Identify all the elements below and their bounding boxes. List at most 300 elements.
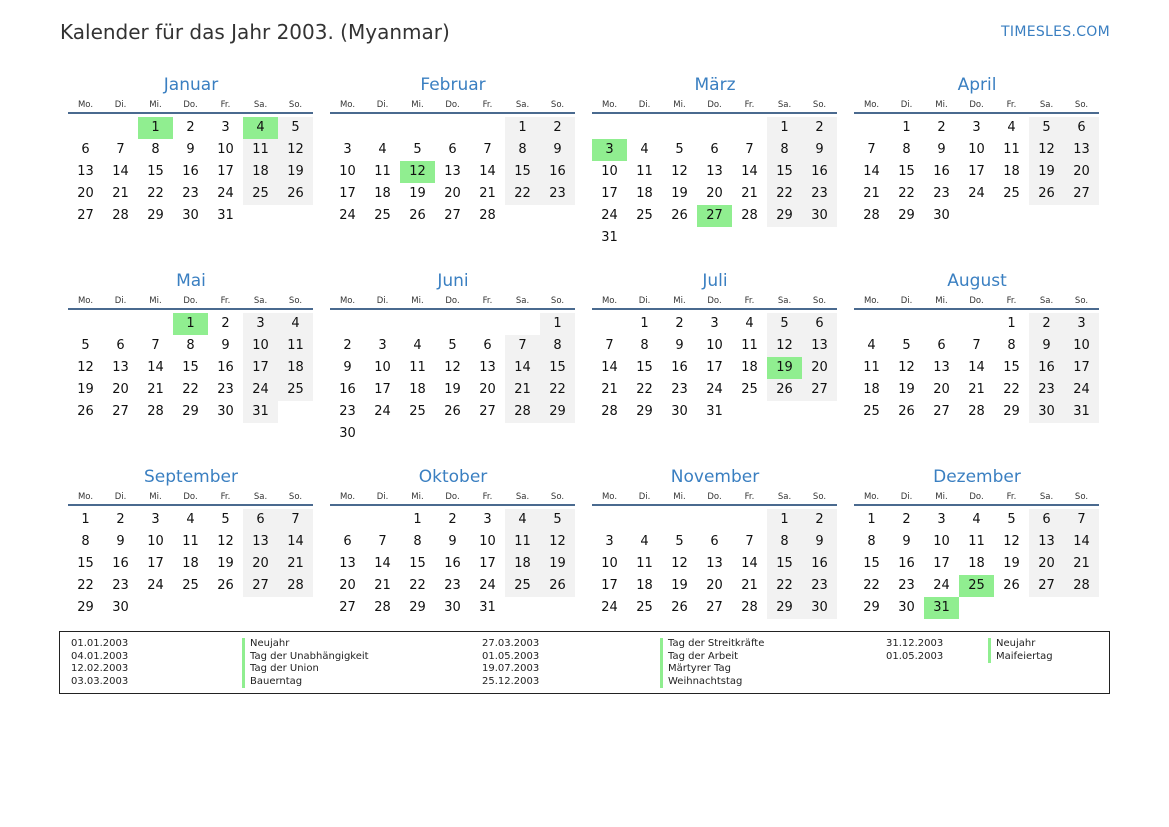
- day-grid: [330, 117, 575, 227]
- day-grid: [592, 117, 837, 249]
- legend-holiday-name: Neujahr: [988, 638, 1053, 651]
- day-cell: 9: [448, 534, 457, 549]
- legend-holiday-name: Maifeiertag: [988, 651, 1053, 664]
- day-cell: 28: [741, 600, 758, 615]
- legend-holiday-name: Tag der Union: [242, 663, 369, 676]
- empty-cell: [330, 509, 365, 531]
- day-cell: 13: [1029, 531, 1064, 553]
- day-cell: 8: [640, 338, 649, 353]
- day-cell: 13: [706, 556, 723, 571]
- day-cell: 24: [933, 578, 950, 593]
- day-cell: 17: [601, 578, 618, 593]
- day-cell: 5: [767, 313, 802, 335]
- legend-name-column: [660, 638, 764, 688]
- weekday-label: Di.: [900, 492, 913, 502]
- day-cell: 4: [378, 142, 387, 157]
- day-cell: 7: [505, 335, 540, 357]
- weekday-label: Do.: [183, 296, 198, 306]
- day-cell: 10: [147, 534, 164, 549]
- legend-date: 01.01.2003: [71, 638, 129, 649]
- day-cell: 23: [182, 186, 199, 201]
- day-cell: 19: [278, 161, 313, 183]
- day-cell: 2: [540, 117, 575, 139]
- day-cell: 28: [601, 404, 618, 419]
- month-name: September: [144, 467, 238, 487]
- day-cell: 13: [77, 164, 94, 179]
- empty-cell: [592, 313, 627, 335]
- weekday-label: Mo.: [339, 296, 356, 306]
- legend-date: 04.01.2003: [71, 650, 129, 662]
- day-cell: 29: [147, 208, 164, 223]
- day-cell: 16: [112, 556, 129, 571]
- day-cell: 21: [112, 186, 129, 201]
- day-cell: 11: [505, 531, 540, 553]
- legend-holiday-name: Neujahr: [242, 638, 369, 651]
- day-cell: 24: [968, 186, 985, 201]
- day-cell: 12: [767, 335, 802, 357]
- day-cell: 2: [902, 512, 911, 527]
- day-cell: 17: [339, 186, 356, 201]
- day-cell: 17: [243, 357, 278, 379]
- month-name: Dezember: [933, 467, 1021, 487]
- day-cell: 16: [182, 164, 199, 179]
- day-cell: 3: [378, 338, 387, 353]
- day-cell: 26: [540, 575, 575, 597]
- months-grid: [68, 72, 1102, 660]
- weekday-label: Mo.: [77, 100, 94, 110]
- day-cell: 18: [182, 556, 199, 571]
- weekday-label: So.: [550, 100, 565, 110]
- day-cell: 1: [81, 512, 90, 527]
- day-cell: 24: [243, 379, 278, 401]
- weekday-label: Fr.: [220, 296, 231, 306]
- weekday-label: Sa.: [1039, 492, 1054, 502]
- day-cell: 1: [867, 512, 876, 527]
- day-cell: 30: [671, 404, 688, 419]
- weekday-label: So.: [550, 296, 565, 306]
- day-cell: 26: [444, 404, 461, 419]
- weekday-header: [330, 294, 575, 310]
- day-cell: 20: [802, 357, 837, 379]
- legend-date: 27.03.2003: [482, 638, 540, 649]
- day-cell: 8: [1007, 338, 1016, 353]
- day-cell: 8: [767, 531, 802, 553]
- day-cell: 24: [147, 578, 164, 593]
- day-cell: 3: [972, 120, 981, 135]
- day-cell: 22: [1003, 382, 1020, 397]
- day-cell: 22: [77, 578, 94, 593]
- day-cell: 4: [640, 534, 649, 549]
- weekday-label: Sa.: [253, 296, 268, 306]
- weekday-label: Fr.: [744, 492, 755, 502]
- day-cell: 2: [802, 509, 837, 531]
- day-cell: 14: [147, 360, 164, 375]
- month-januar: [68, 72, 314, 268]
- day-cell: 20: [444, 186, 461, 201]
- day-cell: 7: [116, 142, 125, 157]
- weekday-label: Di.: [376, 492, 389, 502]
- day-cell: 6: [243, 509, 278, 531]
- day-cell: 19: [1029, 161, 1064, 183]
- day-cell: 19: [671, 186, 688, 201]
- day-cell: 19: [217, 556, 234, 571]
- day-cell: 16: [898, 556, 915, 571]
- weekday-label: Mo.: [863, 100, 880, 110]
- day-cell: 6: [81, 142, 90, 157]
- day-cell: 26: [409, 208, 426, 223]
- day-cell: 19: [671, 578, 688, 593]
- day-cell: 12: [77, 360, 94, 375]
- day-cell: 11: [409, 360, 426, 375]
- weekday-label: Fr.: [744, 100, 755, 110]
- day-cell: 19: [77, 382, 94, 397]
- day-cell: 13: [339, 556, 356, 571]
- legend-name-column: [988, 638, 1053, 663]
- weekday-label: Mo.: [601, 492, 618, 502]
- weekday-label: Di.: [900, 100, 913, 110]
- day-cell: 18: [1003, 164, 1020, 179]
- day-cell: 30: [1029, 401, 1064, 423]
- day-cell: 23: [444, 578, 461, 593]
- day-cell: 3: [221, 120, 230, 135]
- day-cell: 31: [479, 600, 496, 615]
- empty-cell: [103, 117, 138, 139]
- day-cell: 22: [767, 183, 802, 205]
- weekday-header: [592, 294, 837, 310]
- day-cell: 20: [1029, 553, 1064, 575]
- weekday-label: Fr.: [482, 296, 493, 306]
- day-cell: 1: [767, 117, 802, 139]
- day-cell: 2: [116, 512, 125, 527]
- day-cell: 3: [605, 534, 614, 549]
- empty-cell: [889, 313, 924, 335]
- day-cell: 30: [112, 600, 129, 615]
- day-cell: 27: [706, 600, 723, 615]
- day-cell: 11: [1003, 142, 1020, 157]
- day-cell: 8: [867, 534, 876, 549]
- day-cell: 20: [1064, 161, 1099, 183]
- day-cell: 30: [933, 208, 950, 223]
- day-cell: 20: [112, 382, 129, 397]
- day-cell: 17: [601, 186, 618, 201]
- day-cell: 3: [937, 512, 946, 527]
- day-cell: 21: [147, 382, 164, 397]
- day-cell: 12: [217, 534, 234, 549]
- day-cell: 11: [182, 534, 199, 549]
- day-cell: 27: [77, 208, 94, 223]
- month-april: [854, 72, 1100, 268]
- day-cell: 11: [741, 338, 758, 353]
- weekday-label: So.: [812, 100, 827, 110]
- day-cell: 6: [802, 313, 837, 335]
- day-cell: 18: [636, 186, 653, 201]
- month-name: April: [957, 75, 997, 95]
- day-cell: 20: [706, 186, 723, 201]
- day-cell: 27: [479, 404, 496, 419]
- empty-cell: [627, 509, 662, 531]
- weekday-label: Fr.: [220, 100, 231, 110]
- legend-date: 19.07.2003: [482, 663, 540, 674]
- weekday-label: Mo.: [601, 100, 618, 110]
- day-cell: 25: [1003, 186, 1020, 201]
- day-cell: 14: [601, 360, 618, 375]
- day-cell: 27: [1064, 183, 1099, 205]
- day-cell: 10: [217, 142, 234, 157]
- weekday-label: Mi.: [673, 100, 686, 110]
- day-cell: 8: [413, 534, 422, 549]
- day-cell: 12: [540, 531, 575, 553]
- day-cell: 2: [675, 316, 684, 331]
- day-grid: [68, 117, 313, 227]
- day-cell: 21: [1064, 553, 1099, 575]
- day-grid: [854, 117, 1099, 227]
- legend-date: 03.03.2003: [71, 675, 129, 687]
- weekday-header: [592, 98, 837, 114]
- day-cell: 5: [278, 117, 313, 139]
- day-cell: 20: [479, 382, 496, 397]
- day-cell: 18: [968, 556, 985, 571]
- day-cell: 4: [1007, 120, 1016, 135]
- weekday-label: Di.: [376, 100, 389, 110]
- month-name: Juli: [702, 271, 728, 291]
- day-cell: 2: [448, 512, 457, 527]
- day-cell: 5: [221, 512, 230, 527]
- day-cell: 5: [902, 338, 911, 353]
- day-cell: 26: [898, 404, 915, 419]
- day-cell: 7: [483, 142, 492, 157]
- day-cell: 6: [343, 534, 352, 549]
- day-cell: 20: [243, 553, 278, 575]
- empty-cell: [68, 313, 103, 335]
- month-mai: [68, 268, 314, 464]
- weekday-label: Sa.: [253, 100, 268, 110]
- day-cell: 30: [444, 600, 461, 615]
- day-cell: 10: [601, 556, 618, 571]
- weekday-label: So.: [812, 492, 827, 502]
- day-cell: 3: [151, 512, 160, 527]
- day-cell: 19: [898, 382, 915, 397]
- weekday-label: Sa.: [515, 296, 530, 306]
- day-cell: 8: [540, 335, 575, 357]
- weekday-label: Mi.: [935, 492, 948, 502]
- day-cell: 22: [863, 578, 880, 593]
- weekday-label: Di.: [638, 296, 651, 306]
- day-cell: 6: [448, 142, 457, 157]
- weekday-label: Do.: [445, 100, 460, 110]
- weekday-label: Di.: [114, 296, 127, 306]
- empty-cell: [330, 313, 365, 335]
- weekday-label: Di.: [376, 296, 389, 306]
- day-cell: 16: [217, 360, 234, 375]
- day-cell: 31: [601, 230, 618, 245]
- legend-holiday-name: Märtyrer Tag: [660, 663, 764, 676]
- brand-link[interactable]: TIMESLES.COM: [1001, 24, 1110, 40]
- day-cell: 10: [374, 360, 391, 375]
- day-cell: 1: [640, 316, 649, 331]
- month-name: August: [947, 271, 1007, 291]
- day-cell: 1: [767, 509, 802, 531]
- legend-holiday-name: Tag der Arbeit: [660, 651, 764, 664]
- day-grid: [68, 313, 313, 423]
- month-name: Oktober: [418, 467, 488, 487]
- weekday-header: [854, 490, 1099, 506]
- legend-date: 01.05.2003: [482, 650, 540, 662]
- weekday-label: Fr.: [744, 296, 755, 306]
- weekday-label: Sa.: [777, 100, 792, 110]
- day-cell: 20: [706, 578, 723, 593]
- day-cell: 23: [671, 382, 688, 397]
- day-cell: 14: [505, 357, 540, 379]
- day-cell: 13: [479, 360, 496, 375]
- weekday-label: Do.: [707, 100, 722, 110]
- weekday-label: Mo.: [339, 100, 356, 110]
- day-cell: 6: [1029, 509, 1064, 531]
- day-cell: 5: [448, 338, 457, 353]
- day-cell: 16: [1029, 357, 1064, 379]
- month-name: Mai: [176, 271, 206, 291]
- weekday-label: Mi.: [411, 100, 424, 110]
- day-cell: 2: [186, 120, 195, 135]
- empty-cell: [592, 509, 627, 531]
- day-cell: 26: [1029, 183, 1064, 205]
- day-cell: 29: [182, 404, 199, 419]
- day-cell: 29: [540, 401, 575, 423]
- weekday-label: Mi.: [411, 492, 424, 502]
- day-cell: 11: [968, 534, 985, 549]
- day-cell: 30: [898, 600, 915, 615]
- day-cell: 27: [112, 404, 129, 419]
- day-cell: 13: [802, 335, 837, 357]
- day-cell: 12: [671, 164, 688, 179]
- legend-date: 12.02.2003: [71, 663, 129, 674]
- day-cell: 14: [112, 164, 129, 179]
- holiday-day-cell: 19: [767, 357, 802, 379]
- day-cell: 1: [413, 512, 422, 527]
- day-cell: 9: [540, 139, 575, 161]
- weekday-header: [68, 490, 313, 506]
- day-cell: 14: [863, 164, 880, 179]
- day-cell: 24: [217, 186, 234, 201]
- holiday-day-cell: 1: [173, 313, 208, 335]
- day-cell: 29: [767, 205, 802, 227]
- weekday-label: So.: [288, 492, 303, 502]
- day-cell: 28: [1064, 575, 1099, 597]
- holiday-day-cell: 3: [592, 139, 627, 161]
- day-cell: 30: [802, 597, 837, 619]
- day-cell: 15: [540, 357, 575, 379]
- day-cell: 17: [1064, 357, 1099, 379]
- day-cell: 25: [182, 578, 199, 593]
- weekday-label: Mi.: [149, 492, 162, 502]
- day-grid: [854, 313, 1099, 423]
- day-cell: 22: [505, 183, 540, 205]
- weekday-header: [68, 98, 313, 114]
- weekday-header: [854, 98, 1099, 114]
- day-cell: 16: [802, 553, 837, 575]
- day-cell: 9: [1029, 335, 1064, 357]
- day-cell: 17: [933, 556, 950, 571]
- day-cell: 13: [444, 164, 461, 179]
- legend-name-column: [242, 638, 369, 688]
- day-cell: 5: [675, 142, 684, 157]
- day-cell: 19: [540, 553, 575, 575]
- day-cell: 8: [186, 338, 195, 353]
- day-cell: 10: [479, 534, 496, 549]
- holiday-day-cell: 4: [243, 117, 278, 139]
- day-cell: 26: [767, 379, 802, 401]
- day-cell: 24: [601, 600, 618, 615]
- day-cell: 30: [182, 208, 199, 223]
- day-cell: 31: [217, 208, 234, 223]
- day-cell: 15: [636, 360, 653, 375]
- weekday-label: Mo.: [863, 492, 880, 502]
- day-cell: 9: [902, 534, 911, 549]
- day-cell: 13: [112, 360, 129, 375]
- empty-cell: [400, 117, 435, 139]
- day-cell: 7: [605, 338, 614, 353]
- day-cell: 26: [671, 208, 688, 223]
- day-cell: 17: [147, 556, 164, 571]
- day-cell: 6: [1064, 117, 1099, 139]
- day-cell: 25: [636, 600, 653, 615]
- weekday-label: So.: [1074, 492, 1089, 502]
- day-cell: 6: [937, 338, 946, 353]
- day-cell: 25: [243, 183, 278, 205]
- day-cell: 28: [968, 404, 985, 419]
- day-cell: 26: [671, 600, 688, 615]
- day-cell: 22: [767, 575, 802, 597]
- empty-cell: [732, 509, 767, 531]
- month-februar: [330, 72, 576, 268]
- day-cell: 19: [409, 186, 426, 201]
- day-grid: [330, 509, 575, 619]
- weekday-label: So.: [1074, 296, 1089, 306]
- day-cell: 14: [278, 531, 313, 553]
- day-cell: 20: [339, 578, 356, 593]
- day-cell: 4: [278, 313, 313, 335]
- day-cell: 26: [278, 183, 313, 205]
- day-cell: 15: [182, 360, 199, 375]
- day-cell: 3: [710, 316, 719, 331]
- day-cell: 17: [479, 556, 496, 571]
- legend-holiday-name: Bauerntag: [242, 676, 369, 689]
- day-cell: 16: [444, 556, 461, 571]
- day-cell: 16: [671, 360, 688, 375]
- day-cell: 10: [1064, 335, 1099, 357]
- day-cell: 12: [278, 139, 313, 161]
- day-cell: 9: [802, 531, 837, 553]
- day-cell: 30: [217, 404, 234, 419]
- weekday-label: Fr.: [1006, 492, 1017, 502]
- weekday-label: Do.: [969, 100, 984, 110]
- empty-cell: [697, 117, 732, 139]
- day-cell: 18: [243, 161, 278, 183]
- day-cell: 14: [374, 556, 391, 571]
- weekday-label: So.: [812, 296, 827, 306]
- day-cell: 28: [278, 575, 313, 597]
- page-title: Kalender für das Jahr 2003. (Myanmar): [60, 20, 450, 44]
- empty-cell: [365, 117, 400, 139]
- day-cell: 29: [409, 600, 426, 615]
- day-cell: 16: [339, 382, 356, 397]
- day-cell: 16: [540, 161, 575, 183]
- weekday-header: [592, 490, 837, 506]
- day-cell: 2: [802, 117, 837, 139]
- day-cell: 16: [933, 164, 950, 179]
- day-cell: 3: [483, 512, 492, 527]
- day-cell: 22: [409, 578, 426, 593]
- month-name: November: [670, 467, 760, 487]
